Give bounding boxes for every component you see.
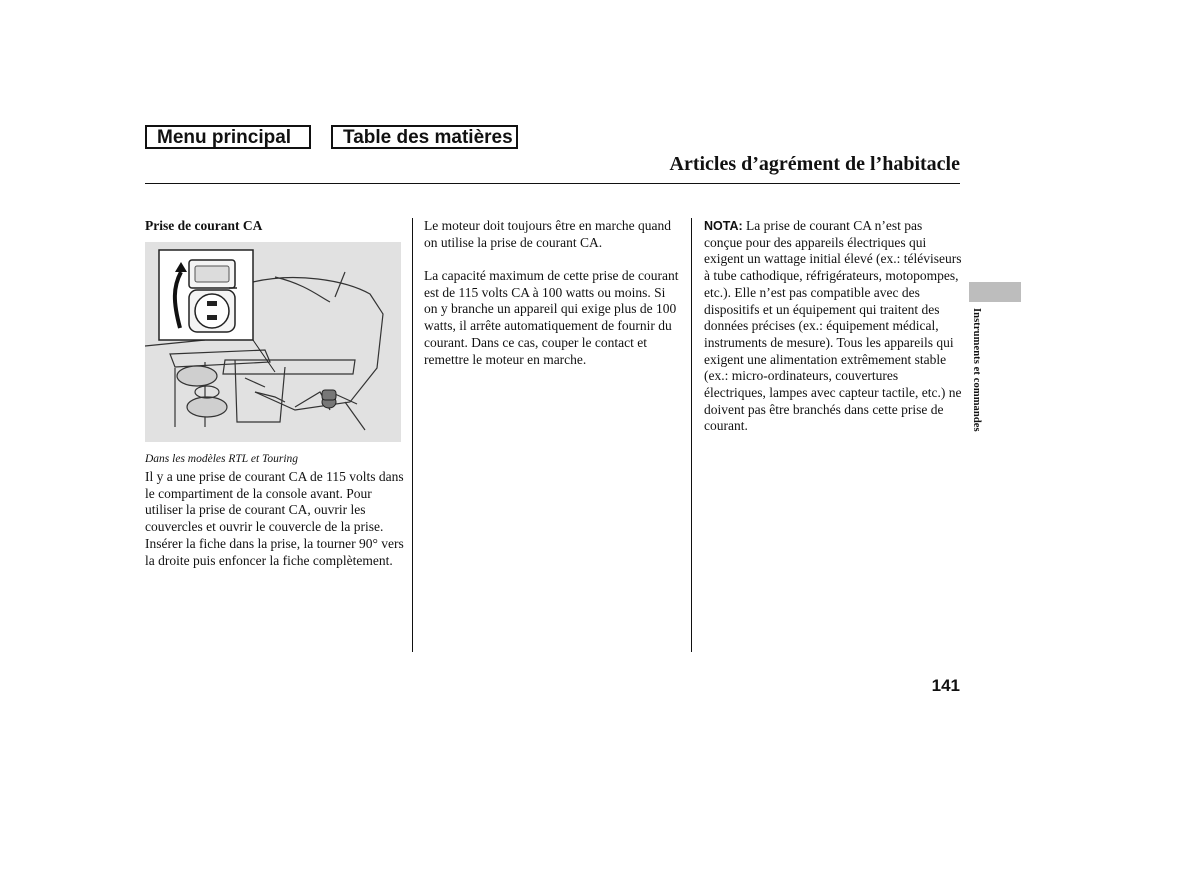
section-title: Articles d’agrément de l’habitacle xyxy=(669,153,960,175)
page-number: 141 xyxy=(931,676,960,695)
column-divider-1 xyxy=(412,218,413,652)
ac-outlet-console-illustration xyxy=(145,242,401,442)
nota-text: La prise de courant CA n’est pas conçue pour des appareils électriques qui exigent un wattage initial élevé (ex.: téléviseurs à tube cathodique, réfrigérateurs, motopompes, etc.). Elle n’est pas compatible avec des dispositifs et un équipement qui traitent des données précises (ex.: équipement médical, instruments de mesure). Tous les appareils qui exigent une alimentation extrêmement stable (ex.: micro-ordinateurs, couvertures électriques, lampes avec capteur tactile, etc.) ne doivent pas être branchés dans cette prise de courant. xyxy=(704,218,962,434)
chapter-tab xyxy=(969,282,1021,302)
figure-caption: Dans les modèles RTL et Touring xyxy=(145,453,299,465)
nota-paragraph xyxy=(704,218,962,435)
chapter-label: Instruments et commandes xyxy=(971,308,982,432)
outlet-instructions-text: Il y a une prise de courant CA de 115 volts dans le compartiment de la console avant. Pour utiliser la prise de courant CA, ouvrir les couvercles et ouvrir le couvercle de la prise. Insérer la fiche dans la prise, la tourner 90° vers la droite puis enfoncer la fiche complètement. xyxy=(145,469,404,568)
main-menu-button[interactable]: Menu principal xyxy=(145,125,311,149)
engine-running-note: Le moteur doit toujours être en marche quand on utilise la prise de courant CA. xyxy=(424,218,672,250)
header-divider xyxy=(145,183,960,184)
nota-label: NOTA: xyxy=(704,219,743,233)
section-heading: Prise de courant CA xyxy=(145,218,263,233)
console-outlet-figure xyxy=(145,242,401,442)
table-of-contents-button[interactable]: Table des matières xyxy=(331,125,518,149)
column-divider-2 xyxy=(691,218,692,652)
outlet-capacity-text: La capacité maximum de cette prise de courant est de 115 volts CA à 100 watts ou moins. Si on y branche un appareil qui exige plus de 100 watts, il arrête automatiquement de fournir du courant. Dans ce cas, couper le contact et remettre le moteur en marche. xyxy=(424,268,679,367)
